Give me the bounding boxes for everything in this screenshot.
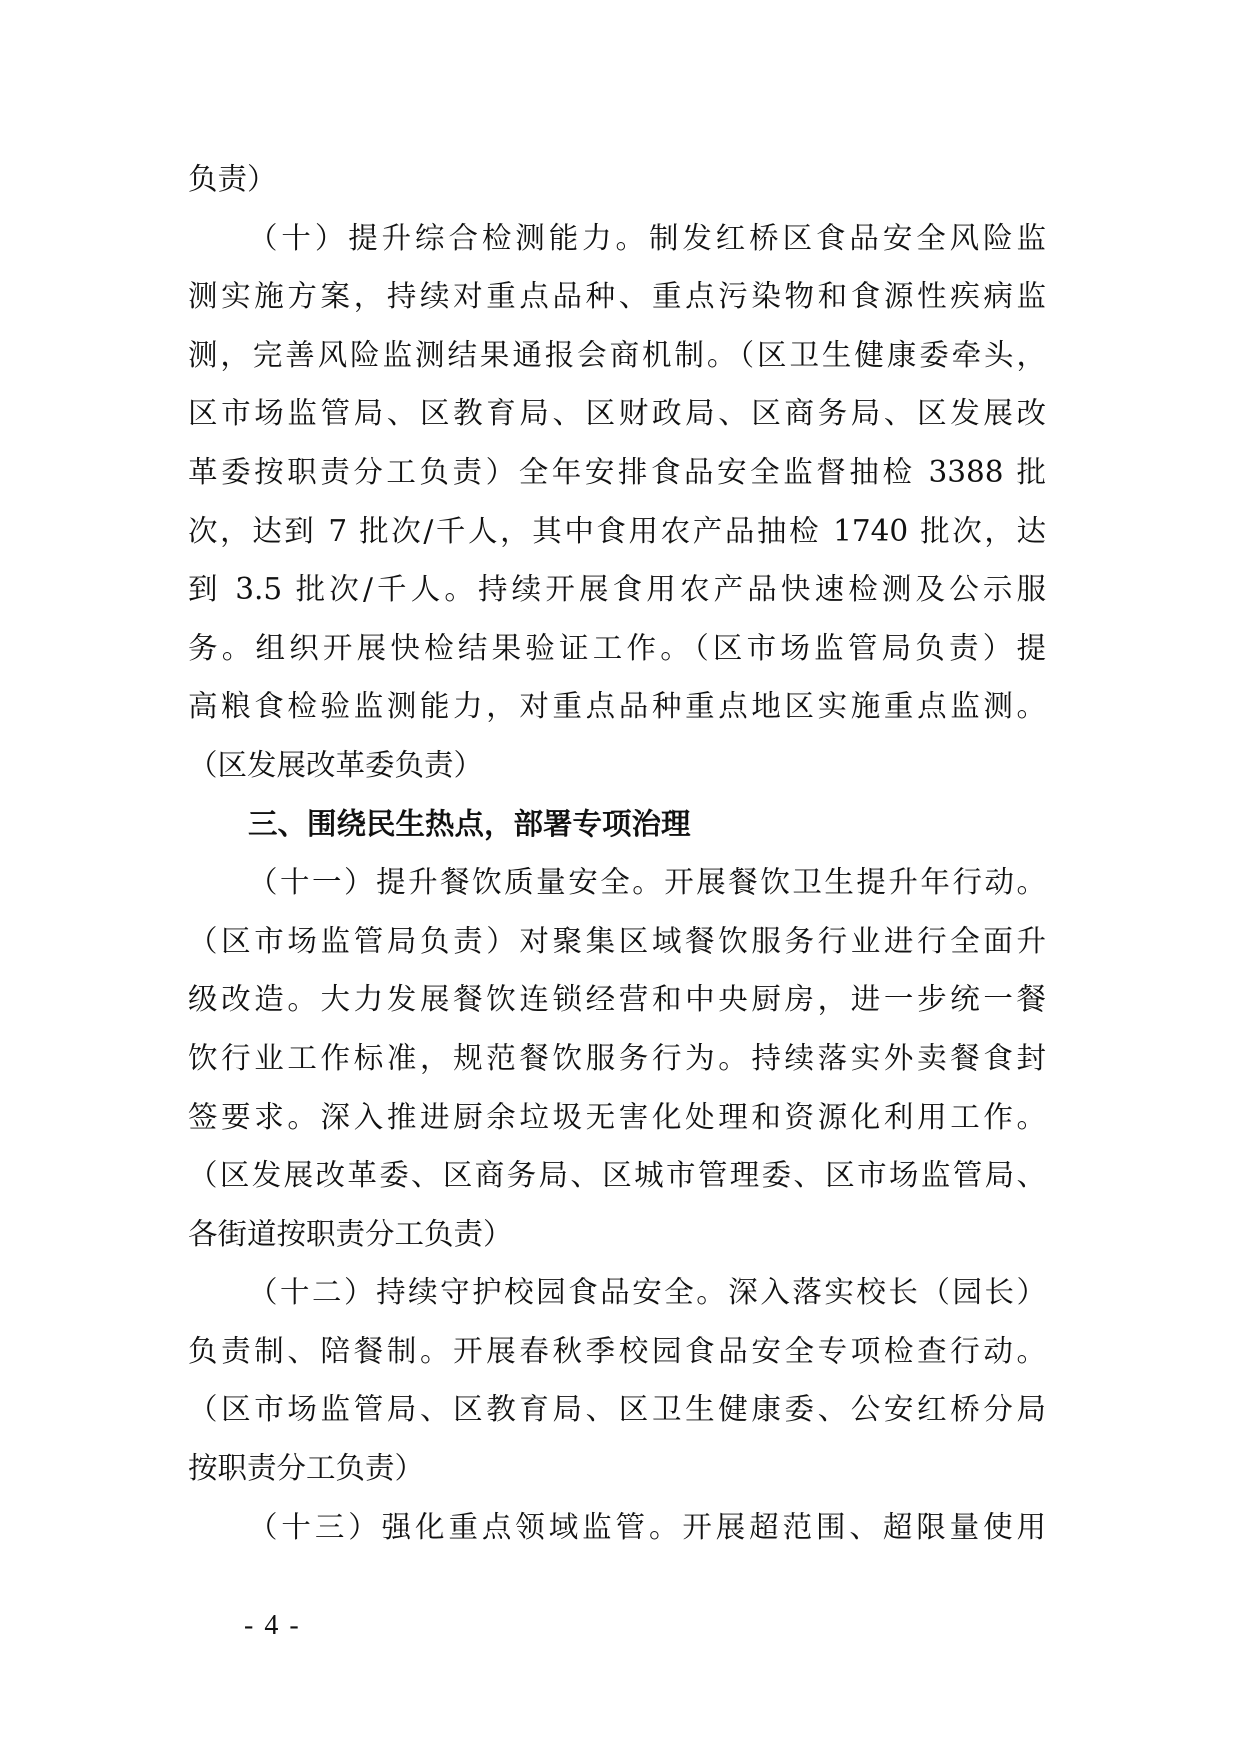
text-line: （区市场监管局、区教育局、区卫生健康委、公安红桥分局: [188, 1392, 1046, 1427]
text-line: 各街道按职责分工负责）: [188, 1216, 513, 1251]
text-line: 次，达到 7 批次/千人，其中食用农产品抽检 1740 批次，达: [188, 513, 1046, 548]
text-line: 革委按职责分工负责）全年安排食品安全监督抽检 3388 批: [188, 454, 1046, 489]
section-10-title-line: （十）提升综合检测能力。制发红桥区食品安全风险监: [248, 220, 1046, 255]
section-12-title-line: （十二）持续守护校园食品安全。深入落实校长（园长）: [248, 1275, 1046, 1310]
text-line: 签要求。深入推进厨余垃圾无害化处理和资源化利用工作。: [188, 1099, 1046, 1134]
text-line: 测，完善风险监测结果通报会商机制。（区卫生健康委牵头，: [188, 337, 1046, 372]
section-13-title-line: （十三）强化重点领域监管。开展超范围、超限量使用: [248, 1509, 1046, 1544]
document-body: [188, 150, 1046, 1556]
section-heading: 三、围绕民生热点，部署专项治理: [248, 806, 691, 841]
page-number: - 4 -: [244, 1610, 301, 1641]
section-11-title-line: （十一）提升餐饮质量安全。开展餐饮卫生提升年行动。: [248, 865, 1046, 900]
text-line: 负责）: [188, 162, 277, 196]
text-line: （区发展改革委、区商务局、区城市管理委、区市场监管局、: [188, 1158, 1046, 1193]
text-line: 区市场监管局、区教育局、区财政局、区商务局、区发展改: [188, 396, 1046, 431]
text-line: 负责制、陪餐制。开展春秋季校园食品安全专项检查行动。: [188, 1333, 1046, 1368]
text-line: 务。组织开展快检结果验证工作。（区市场监管局负责）提: [188, 630, 1046, 665]
text-line: 测实施方案，持续对重点品种、重点污染物和食源性疾病监: [188, 279, 1046, 314]
text-line: 高粮食检验监测能力，对重点品种重点地区实施重点监测。: [188, 689, 1046, 724]
text-line: 按职责分工负责）: [188, 1451, 425, 1486]
text-line: 级改造。大力发展餐饮连锁经营和中央厨房，进一步统一餐: [188, 982, 1046, 1017]
text-line: 饮行业工作标准，规范餐饮服务行为。持续落实外卖餐食封: [188, 1040, 1046, 1075]
text-line: 到 3.5 批次/千人。持续开展食用农产品快速检测及公示服: [188, 572, 1046, 607]
text-line: （区市场监管局负责）对聚集区域餐饮服务行业进行全面升: [188, 923, 1046, 958]
text-line: （区发展改革委负责）: [188, 747, 484, 782]
